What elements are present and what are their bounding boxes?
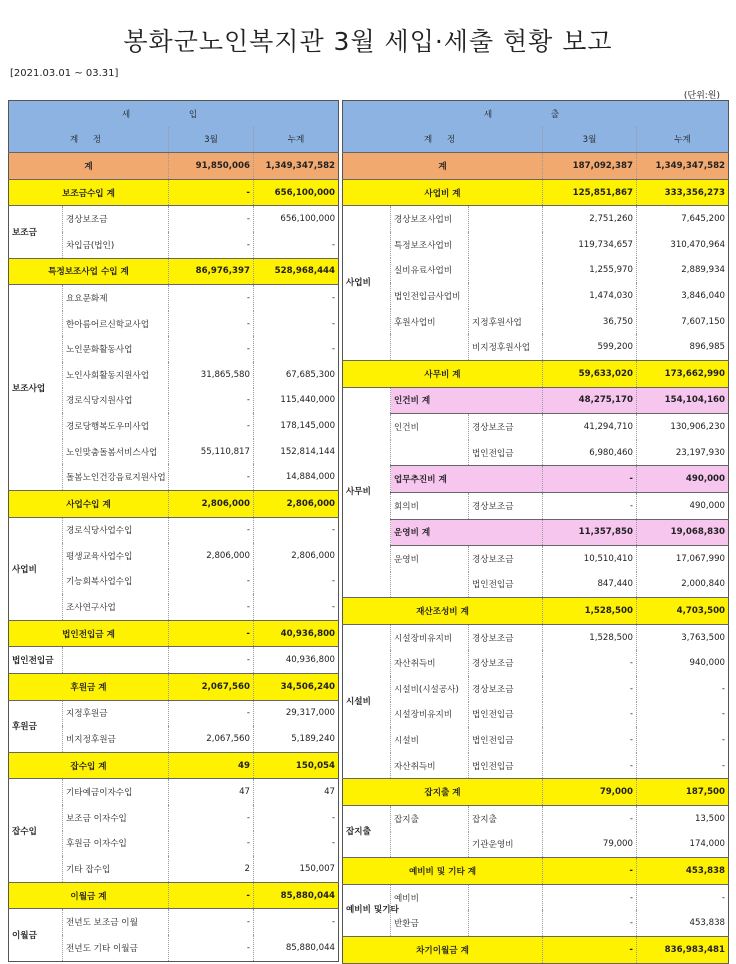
- income-month-value: -: [169, 336, 254, 362]
- expense-month-value: 36,750: [543, 309, 637, 335]
- income-cumulative-value: -: [254, 831, 339, 857]
- income-month-value: 2,806,000: [169, 490, 254, 517]
- expense-item-label: 회의비: [391, 492, 469, 519]
- expense-row-label: 잡지출 계: [343, 779, 543, 806]
- expense-item-source: 법인전입금: [469, 440, 543, 466]
- income-header-month: 3월: [169, 127, 254, 153]
- income-row-sub: [9, 752, 339, 779]
- expense-row-sub: [343, 858, 729, 885]
- income-row-label: 후원금 계: [9, 674, 169, 701]
- expense-item-label: 시설비: [391, 727, 469, 753]
- expense-month-value: -: [543, 466, 637, 493]
- expense-row-sub: [343, 360, 729, 387]
- income-cumulative-value: 67,685,300: [254, 362, 339, 388]
- income-month-value: 47: [169, 779, 254, 805]
- unit-label: (단위:원): [683, 91, 720, 101]
- income-row-item: [9, 779, 339, 805]
- expense-month-value: 847,440: [543, 572, 637, 598]
- income-row-sub: [9, 258, 339, 285]
- expense-item-source: [469, 910, 543, 936]
- income-row-item: [9, 700, 339, 726]
- income-month-value: -: [169, 464, 254, 490]
- expense-row-item: [343, 650, 729, 676]
- income-month-value: 86,976,397: [169, 258, 254, 285]
- income-item-label: 경로당행복도우미사업: [63, 413, 169, 439]
- income-column-header: [9, 127, 339, 153]
- expense-item-source: 비지정후원사업: [469, 334, 543, 360]
- income-section-label: 세 입: [9, 101, 339, 127]
- income-month-value: 31,865,580: [169, 362, 254, 388]
- expense-cumulative-value: -: [637, 753, 729, 779]
- income-row-sub: [9, 882, 339, 909]
- expense-header-cumulative: 누계: [637, 127, 729, 153]
- expense-item-source: 경상보조금: [469, 546, 543, 572]
- income-month-value: 55,110,817: [169, 439, 254, 465]
- income-item-label: 전년도 기타 이월금: [63, 935, 169, 961]
- income-row-item: [9, 517, 339, 543]
- income-item-label: 평생교육사업수입: [63, 543, 169, 569]
- expense-month-value: 2,751,260: [543, 206, 637, 232]
- expense-item-label: 법인전입금사업비: [391, 283, 469, 309]
- expense-row-item: [343, 727, 729, 753]
- expense-item-source: 잡지출: [469, 806, 543, 832]
- expense-cumulative-value: -: [637, 727, 729, 753]
- expense-month-value: 1,474,030: [543, 283, 637, 309]
- income-month-value: -: [169, 285, 254, 311]
- income-cumulative-value: 656,100,000: [254, 206, 339, 232]
- expense-item-label: [391, 832, 469, 858]
- income-row-label: 계: [9, 153, 169, 180]
- expense-cumulative-value: -: [637, 676, 729, 702]
- expense-column-header: [343, 127, 729, 153]
- expense-row-label: 사업비 계: [343, 179, 543, 206]
- income-cumulative-value: 5,189,240: [254, 726, 339, 752]
- expense-row-item: [343, 832, 729, 858]
- expense-group-label: 시설비: [343, 624, 391, 779]
- income-month-value: -: [169, 517, 254, 543]
- expense-item-source: 법인전입금: [469, 572, 543, 598]
- income-cumulative-value: 2,806,000: [254, 543, 339, 569]
- expense-row-item: [343, 884, 729, 910]
- income-row-sub: [9, 490, 339, 517]
- expense-month-value: 41,294,710: [543, 414, 637, 440]
- income-month-value: -: [169, 179, 254, 206]
- income-cumulative-value: 40,936,800: [254, 620, 339, 647]
- income-item-label: 기타예금이자수입: [63, 779, 169, 805]
- income-cumulative-value: 150,054: [254, 752, 339, 779]
- income-item-label: 노인맞춤돌봄서비스사업: [63, 439, 169, 465]
- income-row-label: 법인전입금 계: [9, 620, 169, 647]
- expense-cumulative-value: 4,703,500: [637, 598, 729, 625]
- expense-item-source: 경상보조금: [469, 650, 543, 676]
- expense-cumulative-value: 19,068,830: [637, 519, 729, 546]
- expense-item-source: [469, 206, 543, 232]
- expense-row-item: [343, 753, 729, 779]
- income-month-value: -: [169, 232, 254, 258]
- income-group-label: 이월금: [9, 909, 63, 961]
- expense-month-value: -: [543, 492, 637, 519]
- expense-month-value: 1,528,500: [543, 598, 637, 625]
- expense-month-value: 1,255,970: [543, 258, 637, 284]
- income-month-value: -: [169, 311, 254, 337]
- income-cumulative-value: 14,884,000: [254, 464, 339, 490]
- income-row-label: 잡수입 계: [9, 752, 169, 779]
- expense-row-item: [343, 440, 729, 466]
- income-cumulative-value: 528,968,444: [254, 258, 339, 285]
- expense-cumulative-value: -: [637, 884, 729, 910]
- expense-row-item: [343, 806, 729, 832]
- expense-header-account: 계 정: [343, 127, 543, 153]
- expense-month-value: 119,734,657: [543, 232, 637, 258]
- income-cumulative-value: 2,806,000: [254, 490, 339, 517]
- income-table: [8, 100, 339, 962]
- income-group-label: 잡수입: [9, 779, 63, 882]
- income-item-label: 전년도 보조금 이월: [63, 909, 169, 935]
- income-cumulative-value: -: [254, 909, 339, 935]
- expense-row-item: [343, 414, 729, 440]
- expense-row-item: [343, 624, 729, 650]
- expense-cumulative-value: 896,985: [637, 334, 729, 360]
- income-cumulative-value: 656,100,000: [254, 179, 339, 206]
- expense-item-label: 실비유료사업비: [391, 258, 469, 284]
- expense-month-value: -: [543, 650, 637, 676]
- expense-month-value: 187,092,387: [543, 153, 637, 180]
- expense-row-item: [343, 206, 729, 232]
- expense-item-source: [469, 232, 543, 258]
- income-group-label: 법인전입금: [9, 647, 63, 674]
- income-cumulative-value: 152,814,144: [254, 439, 339, 465]
- expense-month-value: -: [543, 806, 637, 832]
- expense-item-source: 경상보조금: [469, 414, 543, 440]
- income-cumulative-value: 178,145,000: [254, 413, 339, 439]
- expense-month-value: 6,980,460: [543, 440, 637, 466]
- income-item-label: 조사연구사업: [63, 594, 169, 620]
- expense-item-label: 예비비: [391, 884, 469, 910]
- expense-row-item: [343, 492, 729, 519]
- income-item-label: 돌봄노인건강음료지원사업: [63, 464, 169, 490]
- expense-row-pink: [343, 519, 729, 546]
- expense-cumulative-value: 453,838: [637, 910, 729, 936]
- income-cumulative-value: -: [254, 285, 339, 311]
- income-cumulative-value: -: [254, 569, 339, 595]
- expense-month-value: 1,528,500: [543, 624, 637, 650]
- income-row-label: 특정보조사업 수입 계: [9, 258, 169, 285]
- expense-cumulative-value: 453,838: [637, 858, 729, 885]
- income-month-value: -: [169, 647, 254, 674]
- expense-group-label: 사무비: [343, 387, 391, 598]
- expense-month-value: 79,000: [543, 779, 637, 806]
- income-row-total: [9, 153, 339, 180]
- expense-month-value: -: [543, 676, 637, 702]
- expense-row-pink: [343, 387, 729, 414]
- income-row-item: [9, 285, 339, 311]
- expense-row-item: [343, 572, 729, 598]
- expense-month-value: -: [543, 727, 637, 753]
- expense-cumulative-value: 2,889,934: [637, 258, 729, 284]
- expense-row-item: [343, 334, 729, 360]
- income-row-label: 사업수입 계: [9, 490, 169, 517]
- expense-item-source: 기관운영비: [469, 832, 543, 858]
- income-item-label: 경로식당지원사업: [63, 388, 169, 414]
- expense-cumulative-value: 1,349,347,582: [637, 153, 729, 180]
- income-section-header: [9, 101, 339, 127]
- income-cumulative-value: -: [254, 517, 339, 543]
- income-row-label: 이월금 계: [9, 882, 169, 909]
- expense-row-sub: [343, 937, 729, 964]
- income-month-value: 91,850,006: [169, 153, 254, 180]
- expense-cumulative-value: 130,906,230: [637, 414, 729, 440]
- income-row-item: [9, 909, 339, 935]
- expense-header-month: 3월: [543, 127, 637, 153]
- income-item-label: 기능회복사업수입: [63, 569, 169, 595]
- expense-item-label: 자산취득비: [391, 753, 469, 779]
- income-month-value: -: [169, 413, 254, 439]
- expense-item-source: 경상보조금: [469, 492, 543, 519]
- expense-item-label: 시설비(시설공사): [391, 676, 469, 702]
- expense-row-sub: [343, 779, 729, 806]
- expense-table: [342, 100, 729, 964]
- income-cumulative-value: 85,880,044: [254, 935, 339, 961]
- expense-item-source: 경상보조금: [469, 624, 543, 650]
- expense-row-item: [343, 309, 729, 335]
- expense-item-label: [391, 440, 469, 466]
- income-row-item: [9, 206, 339, 232]
- income-month-value: -: [169, 569, 254, 595]
- expense-item-source: [469, 258, 543, 284]
- expense-item-source: 법인전입금: [469, 753, 543, 779]
- income-month-value: -: [169, 935, 254, 961]
- expense-cumulative-value: 7,607,150: [637, 309, 729, 335]
- expense-month-value: 11,357,850: [543, 519, 637, 546]
- expense-cumulative-value: 490,000: [637, 466, 729, 493]
- expense-row-total: [343, 153, 729, 180]
- expense-cumulative-value: 174,000: [637, 832, 729, 858]
- income-cumulative-value: -: [254, 232, 339, 258]
- income-item-label: 경상보조금: [63, 206, 169, 232]
- expense-row-label: 차기이월금 계: [343, 937, 543, 964]
- expense-item-source: [469, 884, 543, 910]
- expense-row-label: 재산조성비 계: [343, 598, 543, 625]
- report-period: [2021.03.01 ~ 03.31]: [10, 68, 119, 79]
- expense-cumulative-value: 3,763,500: [637, 624, 729, 650]
- income-cumulative-value: 47: [254, 779, 339, 805]
- expense-cumulative-value: 17,067,990: [637, 546, 729, 572]
- expense-row-label: 예비비 및 기타 계: [343, 858, 543, 885]
- expense-subtotal-label: 업무추진비 계: [391, 466, 543, 493]
- expense-subtotal-label: 운영비 계: [391, 519, 543, 546]
- income-header-account: 계 정: [9, 127, 169, 153]
- expense-row-item: [343, 910, 729, 936]
- report-title: 봉화군노인복지관 3월 세입·세출 현황 보고: [123, 27, 613, 56]
- expense-row-sub: [343, 179, 729, 206]
- income-item-label: 노인문화활동사업: [63, 336, 169, 362]
- expense-section-header: [343, 101, 729, 127]
- expense-item-source: [469, 283, 543, 309]
- income-item-label: 보조금 이자수입: [63, 805, 169, 831]
- expense-item-label: 경상보조사업비: [391, 206, 469, 232]
- income-cumulative-value: 40,936,800: [254, 647, 339, 674]
- expense-month-value: -: [543, 884, 637, 910]
- income-cumulative-value: 29,317,000: [254, 700, 339, 726]
- expense-cumulative-value: 836,983,481: [637, 937, 729, 964]
- expense-subtotal-label: 인건비 계: [391, 387, 543, 414]
- income-row-sub: [9, 620, 339, 647]
- income-cumulative-value: 85,880,044: [254, 882, 339, 909]
- income-group-label: 보조금: [9, 206, 63, 258]
- income-month-value: -: [169, 206, 254, 232]
- expense-item-label: 시설장비유지비: [391, 702, 469, 728]
- expense-row-item: [343, 546, 729, 572]
- expense-month-value: -: [543, 858, 637, 885]
- income-item-label: [63, 647, 169, 674]
- expense-row-label: 사무비 계: [343, 360, 543, 387]
- income-item-label: 한아름어르신학교사업: [63, 311, 169, 337]
- income-month-value: 2,067,560: [169, 726, 254, 752]
- expense-row-pink: [343, 466, 729, 493]
- income-item-label: 후원금 이자수입: [63, 831, 169, 857]
- income-item-label: 지정후원금: [63, 700, 169, 726]
- income-item-label: 기타 잡수입: [63, 856, 169, 882]
- income-item-label: 요요문화제: [63, 285, 169, 311]
- income-row-sub: [9, 674, 339, 701]
- expense-item-label: [391, 572, 469, 598]
- expense-section-label: 세 출: [343, 101, 729, 127]
- income-row-label: 보조금수입 계: [9, 179, 169, 206]
- income-row-item: [9, 647, 339, 674]
- income-month-value: 2: [169, 856, 254, 882]
- income-cumulative-value: 115,440,000: [254, 388, 339, 414]
- income-month-value: -: [169, 594, 254, 620]
- expense-item-label: 반환금: [391, 910, 469, 936]
- expense-cumulative-value: 154,104,160: [637, 387, 729, 414]
- income-month-value: -: [169, 882, 254, 909]
- expense-row-item: [343, 258, 729, 284]
- expense-cumulative-value: 490,000: [637, 492, 729, 519]
- expense-item-label: 인건비: [391, 414, 469, 440]
- income-month-value: -: [169, 388, 254, 414]
- expense-month-value: 125,851,867: [543, 179, 637, 206]
- expense-group-label: 잡지출: [343, 806, 391, 858]
- income-month-value: -: [169, 620, 254, 647]
- income-header-cumulative: 누계: [254, 127, 339, 153]
- income-cumulative-value: -: [254, 336, 339, 362]
- expense-month-value: 79,000: [543, 832, 637, 858]
- income-item-label: 비지정후원금: [63, 726, 169, 752]
- income-group-label: 후원금: [9, 700, 63, 752]
- expense-month-value: -: [543, 910, 637, 936]
- expense-cumulative-value: 173,662,990: [637, 360, 729, 387]
- expense-month-value: 10,510,410: [543, 546, 637, 572]
- expense-month-value: 48,275,170: [543, 387, 637, 414]
- income-month-value: 49: [169, 752, 254, 779]
- expense-item-label: 후원사업비: [391, 309, 469, 335]
- expense-row-sub: [343, 598, 729, 625]
- expense-cumulative-value: 333,356,273: [637, 179, 729, 206]
- income-cumulative-value: 34,506,240: [254, 674, 339, 701]
- expense-cumulative-value: 3,846,040: [637, 283, 729, 309]
- expense-item-label: 특정보조사업비: [391, 232, 469, 258]
- expense-item-source: 법인전입금: [469, 727, 543, 753]
- income-cumulative-value: -: [254, 311, 339, 337]
- income-cumulative-value: 150,007: [254, 856, 339, 882]
- expense-item-label: 시설장비유지비: [391, 624, 469, 650]
- expense-month-value: -: [543, 937, 637, 964]
- income-group-label: 사업비: [9, 517, 63, 620]
- income-group-label: 보조사업: [9, 285, 63, 491]
- expense-cumulative-value: 940,000: [637, 650, 729, 676]
- expense-item-label: 자산취득비: [391, 650, 469, 676]
- income-item-label: 차입금(법인): [63, 232, 169, 258]
- expense-item-source: 경상보조금: [469, 676, 543, 702]
- income-month-value: -: [169, 805, 254, 831]
- expense-row-item: [343, 283, 729, 309]
- income-cumulative-value: -: [254, 805, 339, 831]
- expense-month-value: -: [543, 702, 637, 728]
- expense-item-source: 법인전입금: [469, 702, 543, 728]
- income-cumulative-value: 1,349,347,582: [254, 153, 339, 180]
- expense-cumulative-value: 310,470,964: [637, 232, 729, 258]
- income-month-value: -: [169, 909, 254, 935]
- income-month-value: -: [169, 831, 254, 857]
- income-month-value: 2,806,000: [169, 543, 254, 569]
- expense-cumulative-value: 187,500: [637, 779, 729, 806]
- expense-cumulative-value: 7,645,200: [637, 206, 729, 232]
- income-item-label: 경로식당사업수입: [63, 517, 169, 543]
- expense-cumulative-value: 23,197,930: [637, 440, 729, 466]
- expense-row-item: [343, 702, 729, 728]
- expense-month-value: 599,200: [543, 334, 637, 360]
- expense-cumulative-value: -: [637, 702, 729, 728]
- expense-cumulative-value: 2,000,840: [637, 572, 729, 598]
- expense-month-value: 59,633,020: [543, 360, 637, 387]
- expense-group-label: 예비비 및기타: [343, 884, 391, 936]
- expense-item-label: 잡지출: [391, 806, 469, 832]
- income-month-value: 2,067,560: [169, 674, 254, 701]
- expense-item-source: 지정후원사업: [469, 309, 543, 335]
- income-month-value: -: [169, 700, 254, 726]
- income-cumulative-value: -: [254, 594, 339, 620]
- expense-row-item: [343, 232, 729, 258]
- income-row-sub: [9, 179, 339, 206]
- expense-item-label: [391, 334, 469, 360]
- expense-item-label: 운영비: [391, 546, 469, 572]
- income-item-label: 노인사회활동지원사업: [63, 362, 169, 388]
- expense-row-label: 계: [343, 153, 543, 180]
- expense-month-value: -: [543, 753, 637, 779]
- expense-cumulative-value: 13,500: [637, 806, 729, 832]
- expense-group-label: 사업비: [343, 206, 391, 361]
- expense-row-item: [343, 676, 729, 702]
